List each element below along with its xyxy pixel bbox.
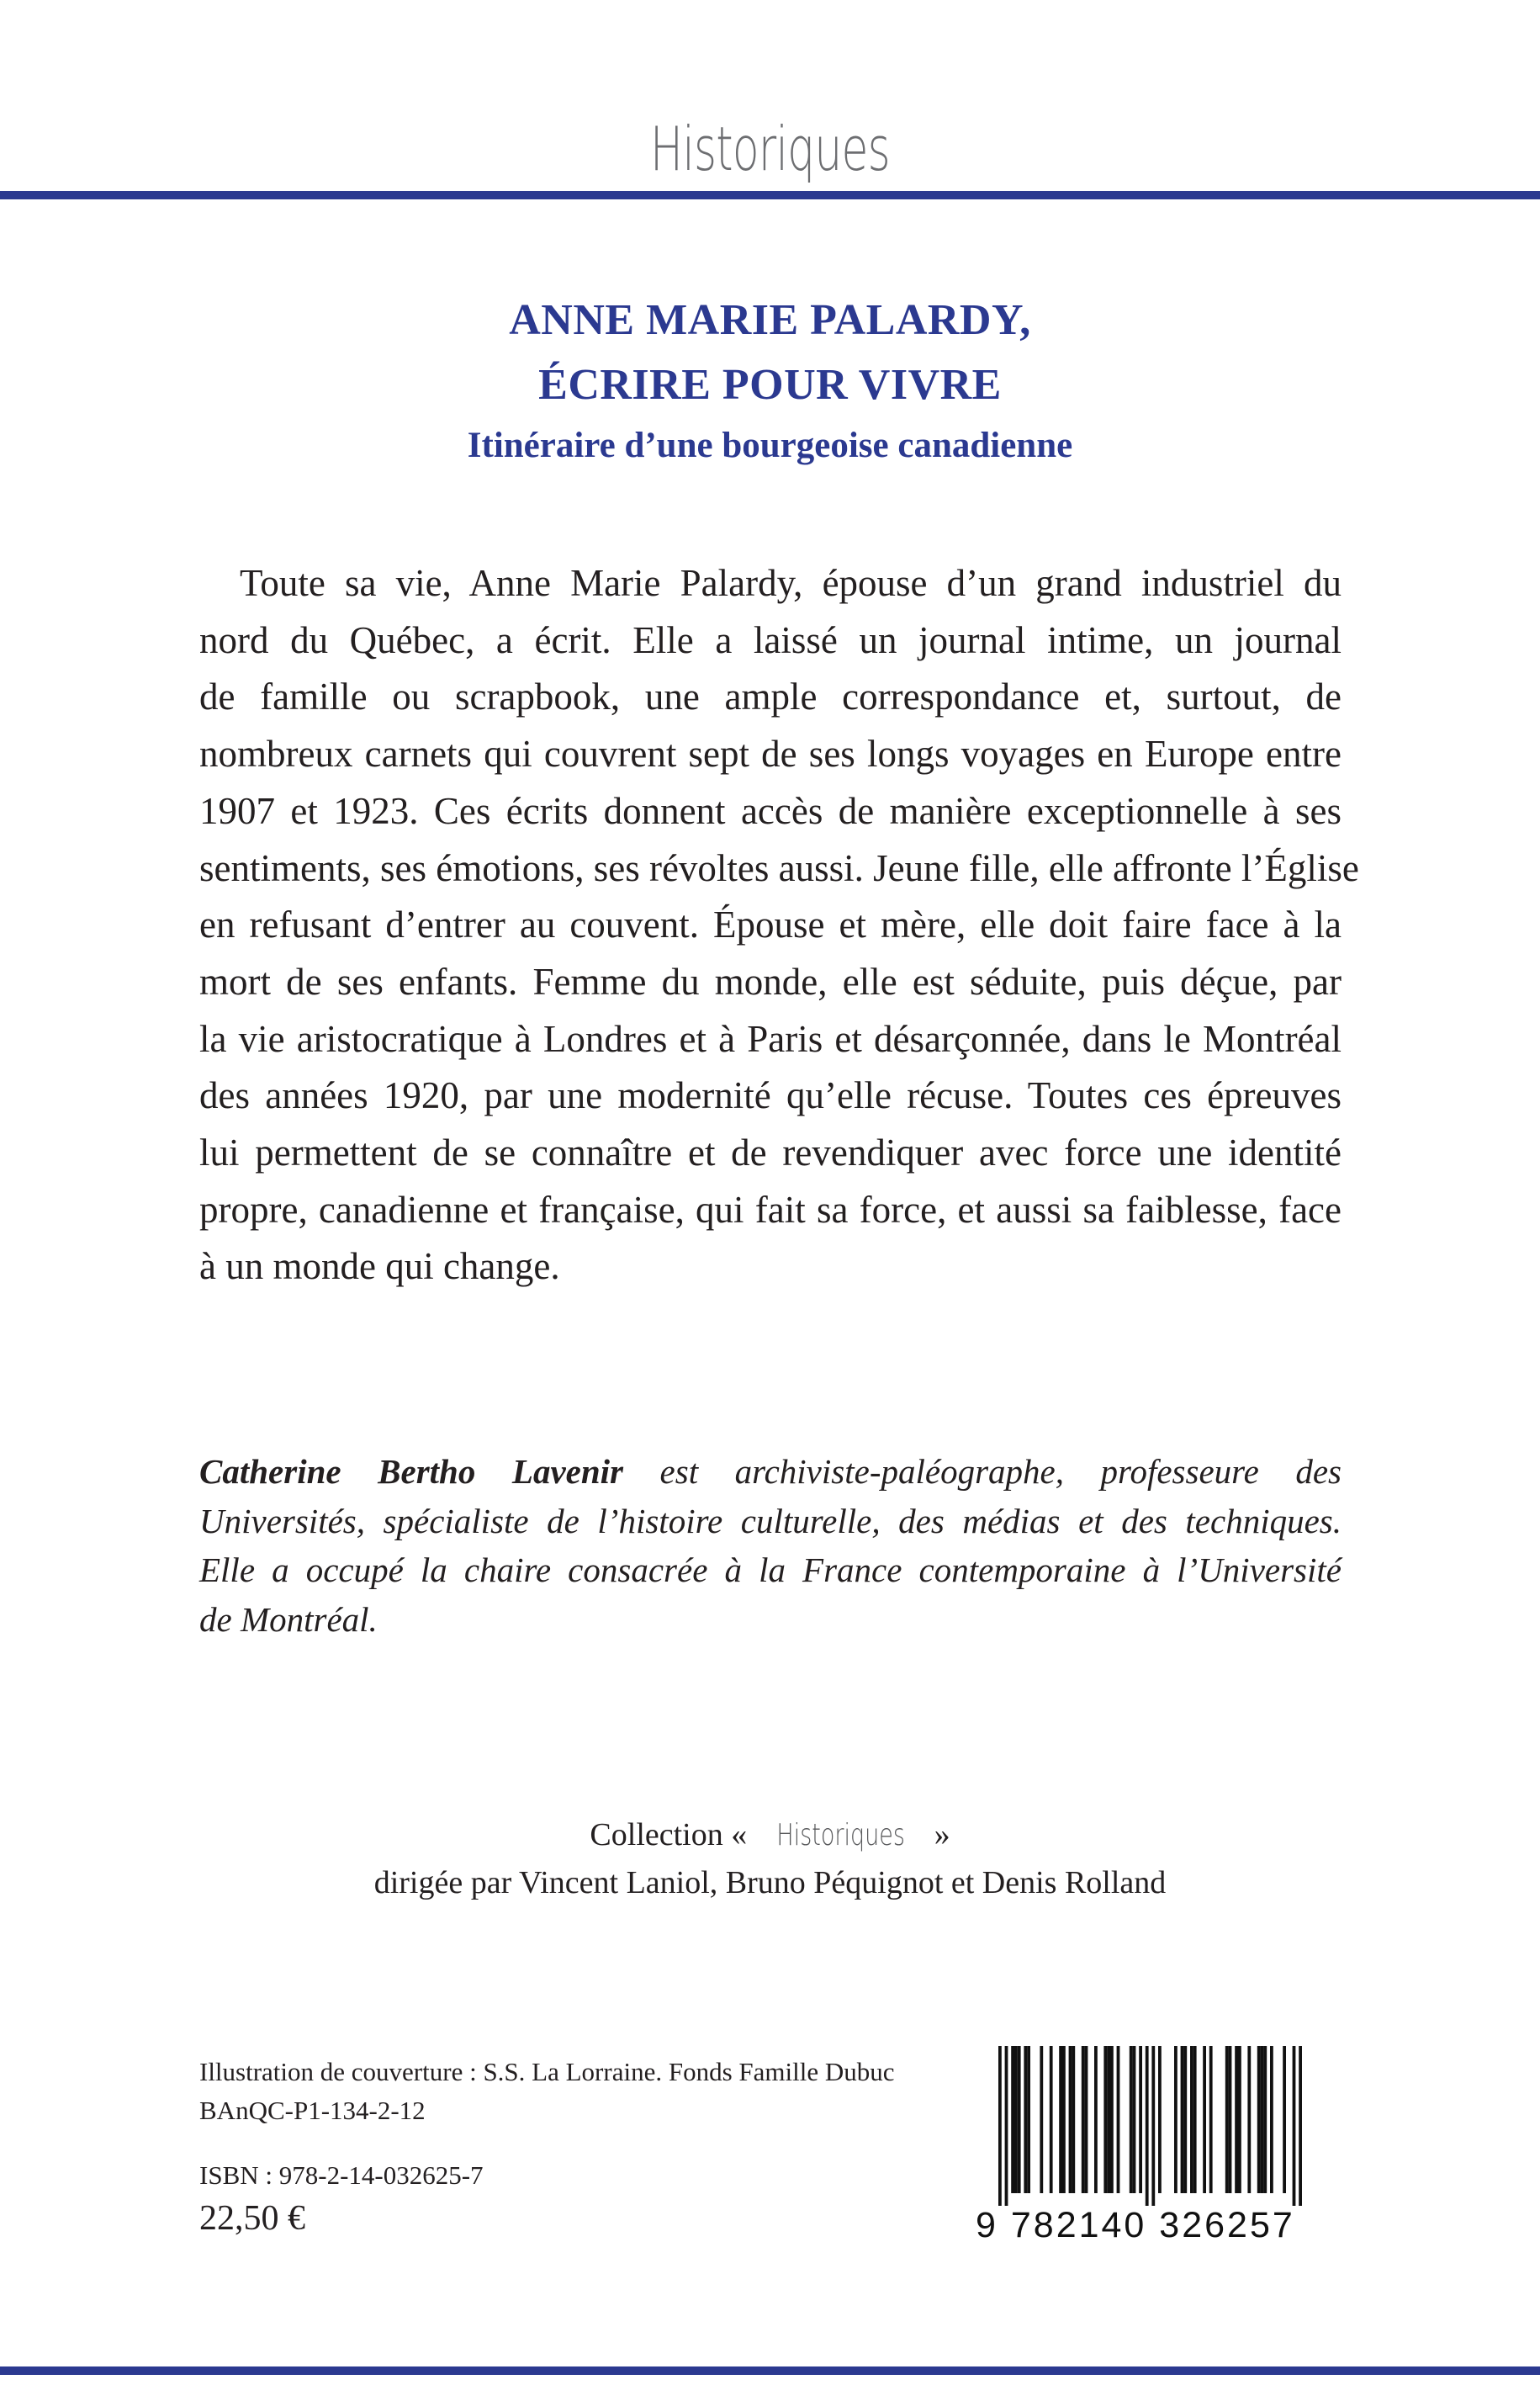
credits-line-2: BAnQC-P1-134-2-12 <box>199 2096 426 2125</box>
barcode-bar <box>1247 2046 1251 2193</box>
barcode-bar <box>1235 2046 1238 2193</box>
blurb-line: nombreux carnets qui couvrent sept de ses longs voyages en Europe entre <box>199 733 1342 776</box>
barcode-bar <box>1263 2046 1267 2193</box>
barcode-bar <box>1103 2046 1107 2193</box>
book-subtitle: Itinéraire d’une bourgeoise canadienne <box>467 426 1073 465</box>
collection-suffix: » <box>926 1817 950 1852</box>
barcode-bar <box>1190 2046 1193 2193</box>
barcode-bar <box>1085 2046 1088 2193</box>
cover-credits <box>199 2053 956 2130</box>
blurb-line: lui permettent de se connaître et de revendiquer avec force une identité <box>199 1132 1342 1174</box>
barcode-bar <box>1183 2046 1187 2193</box>
blurb-line: 1907 et 1923. Ces écrits donnent accès de manière exceptionnelle à ses <box>199 789 1342 832</box>
bottom-rule <box>0 2366 1540 2375</box>
barcode-bar <box>1225 2046 1229 2193</box>
blurb-line: sentiments, ses émotions, ses révoltes aussi. Jeune fille, elle affronte l’Église <box>199 846 1359 889</box>
barcode-bar <box>1005 2046 1008 2206</box>
bio-line-3: Elle a occupé la chaire consacrée à la France contemporaine à l’Université <box>199 1550 1342 1589</box>
barcode-bar <box>1082 2046 1085 2193</box>
barcode-bar <box>1299 2046 1302 2206</box>
credits-line-1: Illustration de couverture : S.S. La Lorraine. Fonds Famille Dubuc <box>199 2057 895 2086</box>
blurb-line: en refusant d’entrer au couvent. Épouse et mère, elle doit faire face à la <box>199 904 1342 946</box>
barcode-bar <box>1158 2046 1162 2193</box>
barcode-bar <box>1011 2046 1014 2193</box>
collection-editors: dirigée par Vincent Laniol, Bruno Péquignot et Denis Rolland <box>373 1865 1167 1900</box>
barcode-bar <box>1062 2046 1066 2193</box>
isbn: ISBN : 978-2-14-032625-7 <box>199 2160 484 2190</box>
series-logo: Historiques <box>650 114 890 184</box>
barcode-bar <box>1059 2046 1062 2193</box>
blurb-line: nord du Québec, a écrit. Elle a laissé un journal intime, un journal <box>199 618 1342 661</box>
price: 22,50 € <box>199 2199 305 2238</box>
collection-line <box>0 1811 1540 1859</box>
bio-line-4: de Montréal. <box>199 1599 378 1639</box>
blurb-line: Toute sa vie, Anne Marie Palardy, épouse d’un grand industriel du <box>240 562 1342 604</box>
barcode-bar <box>1133 2046 1136 2193</box>
barcode-bar <box>1209 2046 1213 2193</box>
barcode-bar <box>1146 2046 1149 2206</box>
blurb-line: la vie aristocratique à Londres et à Paris et désarçonnée, dans le Montréal <box>199 1017 1342 1060</box>
author-bio <box>199 1447 1342 1644</box>
barcode-bar <box>1283 2046 1286 2193</box>
collection-info <box>0 1811 1540 1906</box>
barcode-bar <box>1130 2046 1133 2193</box>
barcode-bar <box>1117 2046 1120 2193</box>
blurb-line: de famille ou scrapbook, une ample correspondance et, surtout, de <box>199 676 1342 718</box>
bio-line-1-rest: est archiviste-paléographe, professeure des <box>623 1452 1342 1491</box>
bio-line-2: Universités, spécialiste de l’histoire culturelle, des médias et des techniques. <box>199 1501 1342 1540</box>
barcode-bar <box>1151 2046 1155 2206</box>
book-blurb <box>199 555 1359 1296</box>
blurb-line: des années 1920, par une modernité qu’elle récuse. Toutes ces épreuves <box>199 1074 1342 1117</box>
barcode-bar <box>998 2046 1002 2206</box>
barcode-bar <box>1027 2046 1030 2193</box>
bio-line-1 <box>199 1447 1342 1497</box>
book-title-line-2: ÉCRIRE POUR VIVRE <box>538 361 1002 409</box>
blurb-line: mort de ses enfants. Femme du monde, elle est séduite, puis déçue, par <box>199 960 1342 1003</box>
barcode-bar <box>1270 2046 1273 2193</box>
barcode-digits: 9 782140 326257 <box>976 2205 1295 2245</box>
collection-prefix: Collection « <box>590 1817 755 1852</box>
barcode-bar <box>1024 2046 1027 2193</box>
barcode-bar <box>1069 2046 1072 2193</box>
barcode-bar <box>1261 2046 1264 2193</box>
barcode-bar <box>1072 2046 1075 2193</box>
author-name: Catherine Bertho Lavenir <box>199 1452 623 1491</box>
barcode-bar <box>1238 2046 1241 2193</box>
barcode-bar <box>1050 2046 1053 2193</box>
top-rule <box>0 191 1540 199</box>
barcode-bar <box>1257 2046 1261 2193</box>
barcode-bar <box>1193 2046 1197 2193</box>
barcode-bar <box>1181 2046 1184 2193</box>
book-title-line-1: ANNE MARIE PALARDY, <box>509 296 1031 344</box>
barcode-bar <box>1107 2046 1110 2193</box>
barcode-bar <box>1014 2046 1018 2193</box>
barcode-bar <box>1139 2046 1142 2193</box>
barcode-bar <box>1040 2046 1043 2193</box>
barcode-bar <box>1293 2046 1296 2206</box>
barcode-bar <box>1110 2046 1114 2193</box>
blurb-line: propre, canadienne et française, qui fait sa force, et aussi sa faiblesse, face <box>199 1188 1342 1231</box>
barcode-bar <box>1094 2046 1098 2193</box>
collection-series-name: Historiques <box>776 1818 905 1852</box>
barcode-bar <box>1174 2046 1177 2193</box>
barcode-bar <box>1229 2046 1232 2193</box>
barcode-bar <box>1203 2046 1206 2193</box>
barcode-bar <box>1018 2046 1021 2193</box>
barcode-bars <box>973 2046 1325 2206</box>
blurb-line: à un monde qui change. <box>199 1245 560 1288</box>
